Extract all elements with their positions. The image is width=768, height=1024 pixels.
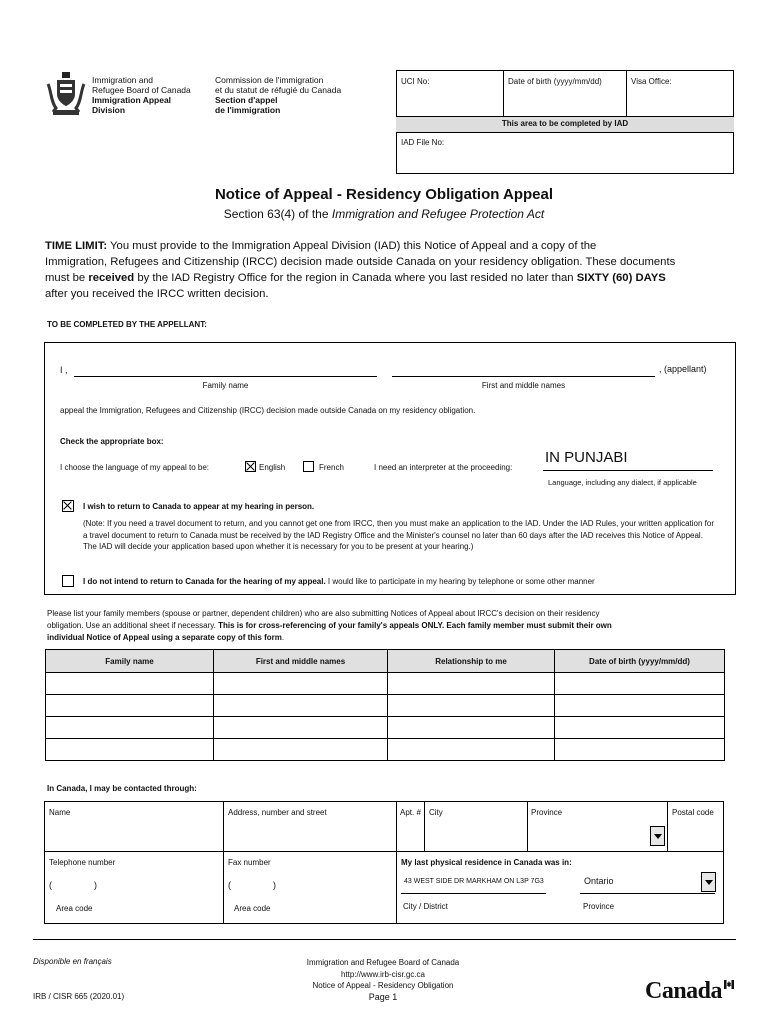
division-name-fr-2: de l'immigration bbox=[215, 105, 281, 115]
i-label: I , bbox=[60, 365, 68, 375]
appellant-heading: TO BE COMPLETED BY THE APPELLANT: bbox=[47, 320, 207, 329]
table-cell[interactable] bbox=[555, 695, 725, 717]
phone-area-code-label: Area code bbox=[56, 904, 93, 913]
iad-file-label: IAD File No: bbox=[401, 138, 445, 147]
interpreter-language-value[interactable]: IN PUNJABI bbox=[545, 449, 628, 466]
fax-area-code-label: Area code bbox=[234, 904, 271, 913]
table-header-row bbox=[46, 650, 725, 673]
table-row bbox=[46, 673, 725, 695]
family-intro-1: Please list your family members (spouse or partner, dependent children) who are also submitting Notices of Appeal about IRCC's decision on their residency bbox=[47, 609, 600, 618]
table-cell[interactable] bbox=[46, 739, 214, 761]
agency-name-en-2: Refugee Board of Canada bbox=[92, 85, 191, 95]
page-title: Notice of Appeal - Residency Obligation Appeal bbox=[214, 186, 554, 203]
time-limit-label: TIME LIMIT: bbox=[45, 240, 108, 252]
phone-area-close: ) bbox=[94, 880, 97, 890]
last-residence-label: My last physical residence in Canada was in: bbox=[401, 858, 572, 867]
contact-section bbox=[44, 801, 724, 924]
interpreter-language-input[interactable] bbox=[543, 470, 713, 471]
table-cell[interactable] bbox=[388, 739, 555, 761]
agency-block-en bbox=[92, 75, 191, 115]
last-residence-province-select[interactable] bbox=[580, 893, 715, 894]
table-row bbox=[46, 739, 725, 761]
division-name-fr: Section d'appel bbox=[215, 95, 278, 105]
uci-label: UCI No: bbox=[401, 77, 430, 86]
column-header-relationship: Relationship to me bbox=[388, 650, 555, 673]
time-limit-text-3a: must be bbox=[45, 272, 89, 284]
table-cell[interactable] bbox=[214, 717, 388, 739]
fax-label: Fax number bbox=[228, 858, 271, 867]
province-label-2: Province bbox=[583, 902, 615, 911]
table-cell[interactable] bbox=[214, 739, 388, 761]
family-members-table bbox=[45, 649, 725, 761]
time-limit-text-1: You must provide to the Immigration Appeal Division (IAD) this Notice of Appeal and a copy of the bbox=[107, 240, 597, 252]
footer-center bbox=[268, 957, 498, 1003]
agency-block-fr bbox=[215, 75, 341, 115]
sixty-days-emphasis: SIXTY (60) DAYS bbox=[576, 272, 666, 284]
phone-area-open: ( bbox=[49, 880, 52, 890]
interpreter-label: I need an interpreter at the proceeding: bbox=[374, 463, 513, 472]
footer-form-name: Notice of Appeal - Residency Obligation bbox=[312, 981, 454, 990]
postal-code-label: Postal code bbox=[672, 808, 714, 817]
telephone-label: Telephone number bbox=[49, 858, 116, 867]
last-residence-city-input[interactable] bbox=[401, 893, 546, 894]
table-cell[interactable] bbox=[46, 695, 214, 717]
city-district-label: City / District bbox=[403, 902, 448, 911]
family-intro-bold-1: This is for cross-referencing of your family's appeals ONLY. Each family member must submit their own bbox=[218, 621, 612, 630]
family-intro bbox=[47, 608, 737, 644]
table-cell[interactable] bbox=[46, 673, 214, 695]
time-limit-text-2: Immigration, Refugees and Citizenship (IRCC) decision made outside Canada on your residency obligation. These documents bbox=[45, 256, 676, 268]
no-return-bold: I do not intend to return to Canada for the hearing of my appeal. bbox=[83, 577, 326, 586]
province-label: Province bbox=[531, 808, 563, 817]
footer-url[interactable]: http://www.irb-cisr.gc.ca bbox=[340, 969, 426, 979]
table-cell[interactable] bbox=[555, 739, 725, 761]
fax-area-open: ( bbox=[228, 880, 231, 890]
no-return-checkbox[interactable] bbox=[62, 575, 74, 587]
column-header-family-name: Family name bbox=[46, 650, 214, 673]
no-return-text bbox=[83, 577, 595, 586]
family-intro-bold-2: individual Notice of Appeal using a separate copy of this form bbox=[47, 633, 282, 642]
form-code: IRB / CISR 665 (2020.01) bbox=[33, 992, 125, 1001]
table-cell[interactable] bbox=[388, 695, 555, 717]
column-header-first-middle: First and middle names bbox=[214, 650, 388, 673]
footer-divider bbox=[33, 939, 736, 940]
time-limit-text-3b: by the IAD Registry Office for the region in Canada where you last resided no later than bbox=[134, 272, 577, 284]
return-in-person-checkbox[interactable] bbox=[62, 500, 74, 512]
agency-name-fr: Commission de l'immigration bbox=[215, 75, 324, 85]
family-name-label: Family name bbox=[202, 381, 249, 390]
last-residence-city-value[interactable]: 43 WEST SIDE DR MARKHAM ON L3P 7G3 bbox=[404, 878, 544, 885]
table-row bbox=[46, 717, 725, 739]
subtitle-act: Immigration and Refugee Protection Act bbox=[331, 207, 545, 221]
division-name-en: Immigration Appeal bbox=[92, 95, 172, 105]
coat-of-arms-icon bbox=[45, 70, 87, 118]
french-label: French bbox=[319, 463, 344, 472]
table-cell[interactable] bbox=[46, 717, 214, 739]
check-heading: Check the appropriate box: bbox=[60, 437, 164, 446]
division-name-en-2: Division bbox=[92, 105, 126, 115]
province-dropdown-button[interactable] bbox=[650, 826, 665, 846]
flag-icon bbox=[724, 976, 734, 985]
iad-area-label: This area to be completed by IAD bbox=[501, 119, 629, 128]
fax-area-close: ) bbox=[273, 880, 276, 890]
page-number: Page 1 bbox=[368, 991, 398, 1002]
table-cell[interactable] bbox=[214, 673, 388, 695]
last-residence-province-value[interactable]: Ontario bbox=[584, 876, 614, 886]
interpreter-hint: Language, including any dialect, if applicable bbox=[548, 478, 697, 487]
agency-name-en: Immigration and bbox=[92, 75, 153, 85]
appellant-suffix: , (appellant) bbox=[659, 364, 707, 374]
family-intro-2: obligation. Use an additional sheet if necessary. bbox=[47, 621, 219, 630]
time-limit-text-4: after you received the IRCC written decision. bbox=[45, 288, 269, 300]
canada-wordmark: Canada bbox=[645, 978, 723, 1004]
french-checkbox[interactable] bbox=[303, 461, 314, 472]
no-return-rest: I would like to participate in my hearing by telephone or some other manner bbox=[325, 577, 595, 586]
table-row bbox=[46, 695, 725, 717]
apt-label: Apt. # bbox=[400, 808, 421, 817]
table-cell[interactable] bbox=[555, 717, 725, 739]
contact-heading: In Canada, I may be contacted through: bbox=[47, 784, 197, 793]
return-note: (Note: If you need a travel document to return, and you cannot get one from IRCC, then you must make an application to the IAD. Under the IAD Rules, your written application for a travel document to return to Canada must be received by the IAD Registry Office and the Minister's counsel no later than 60 days after the IAD receives this Notice of Appeal. The IAD will decide your application based upon whether it is necessary for you to be present at your hearing.) bbox=[83, 519, 714, 551]
last-residence-province-dropdown[interactable] bbox=[701, 872, 716, 892]
first-middle-names-input[interactable] bbox=[392, 376, 655, 377]
time-limit-paragraph bbox=[45, 238, 735, 302]
family-intro-end: . bbox=[281, 633, 285, 642]
visa-office-label: Visa Office: bbox=[631, 77, 672, 86]
name-label: Name bbox=[49, 808, 71, 817]
table-cell[interactable] bbox=[555, 673, 725, 695]
english-label: English bbox=[259, 463, 286, 472]
table-cell[interactable] bbox=[214, 695, 388, 717]
city-label: City bbox=[429, 808, 443, 817]
page-subtitle bbox=[0, 207, 768, 221]
address-label: Address, number and street bbox=[228, 808, 327, 817]
dob-label: Date of birth (yyyy/mm/dd) bbox=[508, 77, 602, 86]
subtitle-prefix: Section 63(4) of the bbox=[223, 207, 332, 221]
family-name-input[interactable] bbox=[74, 376, 377, 377]
appeal-statement: appeal the Immigration, Refugees and Citizenship (IRCC) decision made outside Canada on my residency obligation. bbox=[60, 406, 476, 415]
footer-board-name: Immigration and Refugee Board of Canada bbox=[306, 958, 460, 967]
column-header-dob: Date of birth (yyyy/mm/dd) bbox=[555, 650, 725, 673]
return-in-person-label: I wish to return to Canada to appear at my hearing in person. bbox=[83, 502, 315, 511]
table-cell[interactable] bbox=[388, 673, 555, 695]
english-checkbox[interactable] bbox=[245, 461, 256, 472]
french-availability: Disponible en français bbox=[33, 957, 112, 966]
received-emphasis: received bbox=[88, 272, 135, 284]
table-cell[interactable] bbox=[388, 717, 555, 739]
language-label: I choose the language of my appeal to be: bbox=[60, 463, 209, 472]
agency-name-fr-2: et du statut de réfugié du Canada bbox=[215, 85, 342, 95]
first-middle-names-label: First and middle names bbox=[481, 381, 566, 390]
